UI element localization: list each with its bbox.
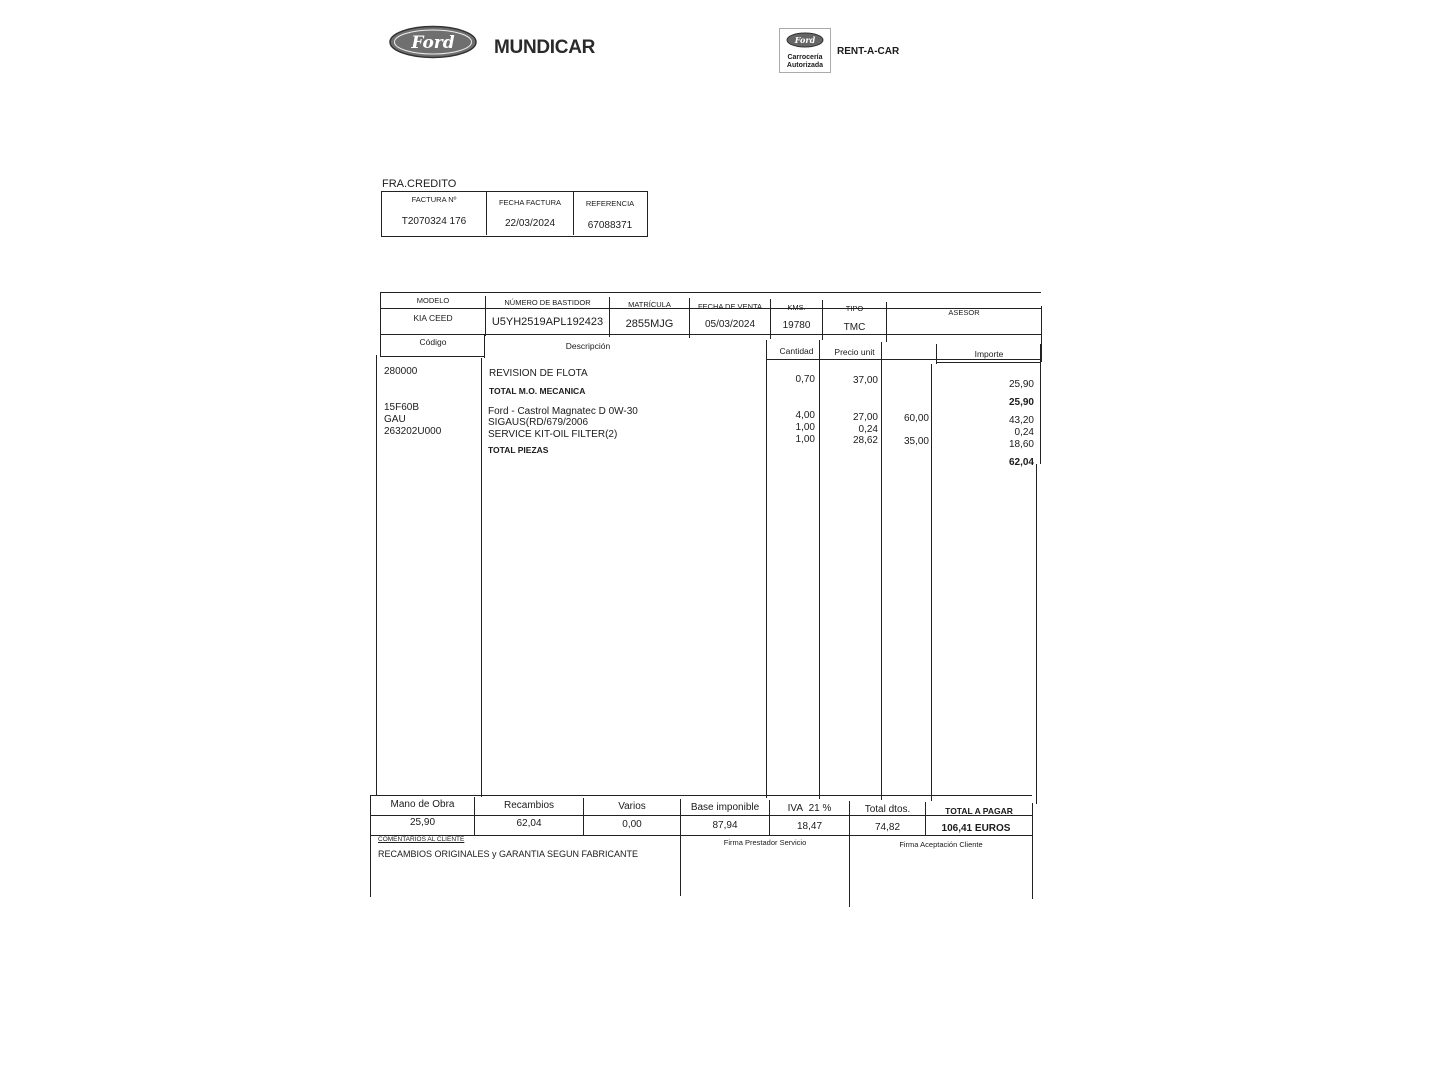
fecha-venta-label: FECHA DE VENTA xyxy=(697,302,763,311)
comentarios-label: COMENTARIOS AL CLIENTE xyxy=(378,836,465,843)
line4-codigo: 263202U000 xyxy=(384,426,442,437)
line1-descripcion: REVISION DE FLOTA xyxy=(489,368,588,379)
kms-value: 19780 xyxy=(782,320,811,331)
total-mo-label: TOTAL M.O. MECANICA xyxy=(489,386,586,396)
firma-cliente-label: Firma Aceptación Cliente xyxy=(899,840,983,849)
matricula-label: MATRÍCULA xyxy=(628,300,671,309)
mano-obra-value: 25,90 xyxy=(409,817,436,828)
line2-codigo: 15F60B xyxy=(384,402,420,413)
line2-importe: 43,20 xyxy=(1008,415,1034,426)
line4-dto: 35,00 xyxy=(903,436,929,447)
line2-dto: 60,00 xyxy=(903,413,929,424)
iva-label: IVA xyxy=(787,803,804,814)
iva-rate: 21 % xyxy=(808,803,832,814)
line3-descripcion: SIGAUS(RD/679/2006 xyxy=(488,417,589,428)
line4-cantidad: 1,00 xyxy=(795,434,815,445)
line4-importe: 18,60 xyxy=(1008,439,1034,450)
referencia-value: 67088371 xyxy=(587,220,633,231)
kms-label: KMS. xyxy=(787,303,806,312)
factura-label: FACTURA Nº xyxy=(411,195,457,204)
matricula-value: 2855MJG xyxy=(625,318,674,330)
total-piezas-value: 62,04 xyxy=(1008,457,1034,468)
recambios-label: Recambios xyxy=(503,800,555,811)
line1-cantidad: 0,70 xyxy=(795,374,815,385)
line1-precio: 37,00 xyxy=(852,375,878,386)
mano-obra-label: Mano de Obra xyxy=(390,799,455,810)
line4-precio: 28,62 xyxy=(852,435,878,446)
comentarios-text: RECAMBIOS ORIGINALES y GARANTIA SEGUN FABRICANTE xyxy=(378,849,639,859)
line2-precio: 27,00 xyxy=(852,412,878,423)
tipo-value: TMC xyxy=(843,322,866,333)
bastidor-value: U5YH2519APL192423 xyxy=(491,316,604,328)
line1-importe: 25,90 xyxy=(1008,379,1034,390)
line1-codigo: 280000 xyxy=(384,366,418,377)
modelo-label: MODELO xyxy=(416,296,450,305)
svg-text:Ford: Ford xyxy=(794,35,816,45)
iva-label-cell xyxy=(770,804,849,814)
rent-a-car-label: RENT-A-CAR xyxy=(837,46,900,57)
line3-importe: 0,24 xyxy=(1014,427,1034,438)
firma-prestador-label: Firma Prestador Servicio xyxy=(723,838,807,847)
line3-cantidad: 1,00 xyxy=(795,422,815,433)
line2-descripcion: Ford - Castrol Magnatec D 0W-30 xyxy=(488,406,638,417)
col-codigo: Código xyxy=(419,337,447,347)
col-cantidad: Cantidad xyxy=(779,346,814,356)
bastidor-label: NÚMERO DE BASTIDOR xyxy=(504,298,591,307)
invoice-type: FRA.CREDITO xyxy=(382,178,457,190)
referencia-label: REFERENCIA xyxy=(585,199,635,208)
line2-cantidad: 4,00 xyxy=(795,410,815,421)
col-precio: Precio unit xyxy=(834,347,875,357)
badge-line2: Autorizada xyxy=(786,62,824,69)
recambios-value: 62,04 xyxy=(516,818,542,829)
modelo-value: KIA CEED xyxy=(413,313,453,323)
tipo-label: TIPO xyxy=(845,304,864,313)
ford-badge-logo xyxy=(786,32,824,48)
dealer-name: MUNDICAR xyxy=(494,37,596,58)
line4-descripcion: SERVICE KIT-OIL FILTER(2) xyxy=(488,429,618,440)
fecha-factura-value: 22/03/2024 xyxy=(504,218,556,229)
total-mo-value: 25,90 xyxy=(1008,397,1034,408)
ford-logo xyxy=(388,25,478,59)
line3-precio: 0,24 xyxy=(858,424,878,435)
varios-label: Varios xyxy=(618,801,646,812)
factura-value: T2070324 176 xyxy=(401,216,467,227)
line3-codigo: GAU xyxy=(384,414,406,425)
badge-line1: Carrocería xyxy=(787,54,823,61)
total-piezas-label: TOTAL PIEZAS xyxy=(488,445,549,455)
fecha-factura-label: FECHA FACTURA xyxy=(498,198,562,207)
asesor-label: ASESOR xyxy=(948,308,980,317)
col-importe: Importe xyxy=(974,349,1004,359)
fecha-venta-value: 05/03/2024 xyxy=(704,319,756,330)
carroceria-badge xyxy=(779,28,831,73)
iva-value: 18,47 xyxy=(796,821,823,832)
col-descripcion: Descripción xyxy=(565,341,611,351)
total-dtos-value: 74,82 xyxy=(874,822,901,833)
varios-value: 0,00 xyxy=(622,819,642,830)
total-a-pagar-label: TOTAL A PAGAR xyxy=(945,806,1013,816)
base-imponible-label: Base imponible xyxy=(690,802,760,813)
total-dtos-label: Total dtos. xyxy=(864,804,911,815)
base-imponible-value: 87,94 xyxy=(712,820,738,831)
total-a-pagar-value: 106,41 EUROS xyxy=(941,823,1011,834)
ford-logo-text: Ford xyxy=(411,33,455,53)
